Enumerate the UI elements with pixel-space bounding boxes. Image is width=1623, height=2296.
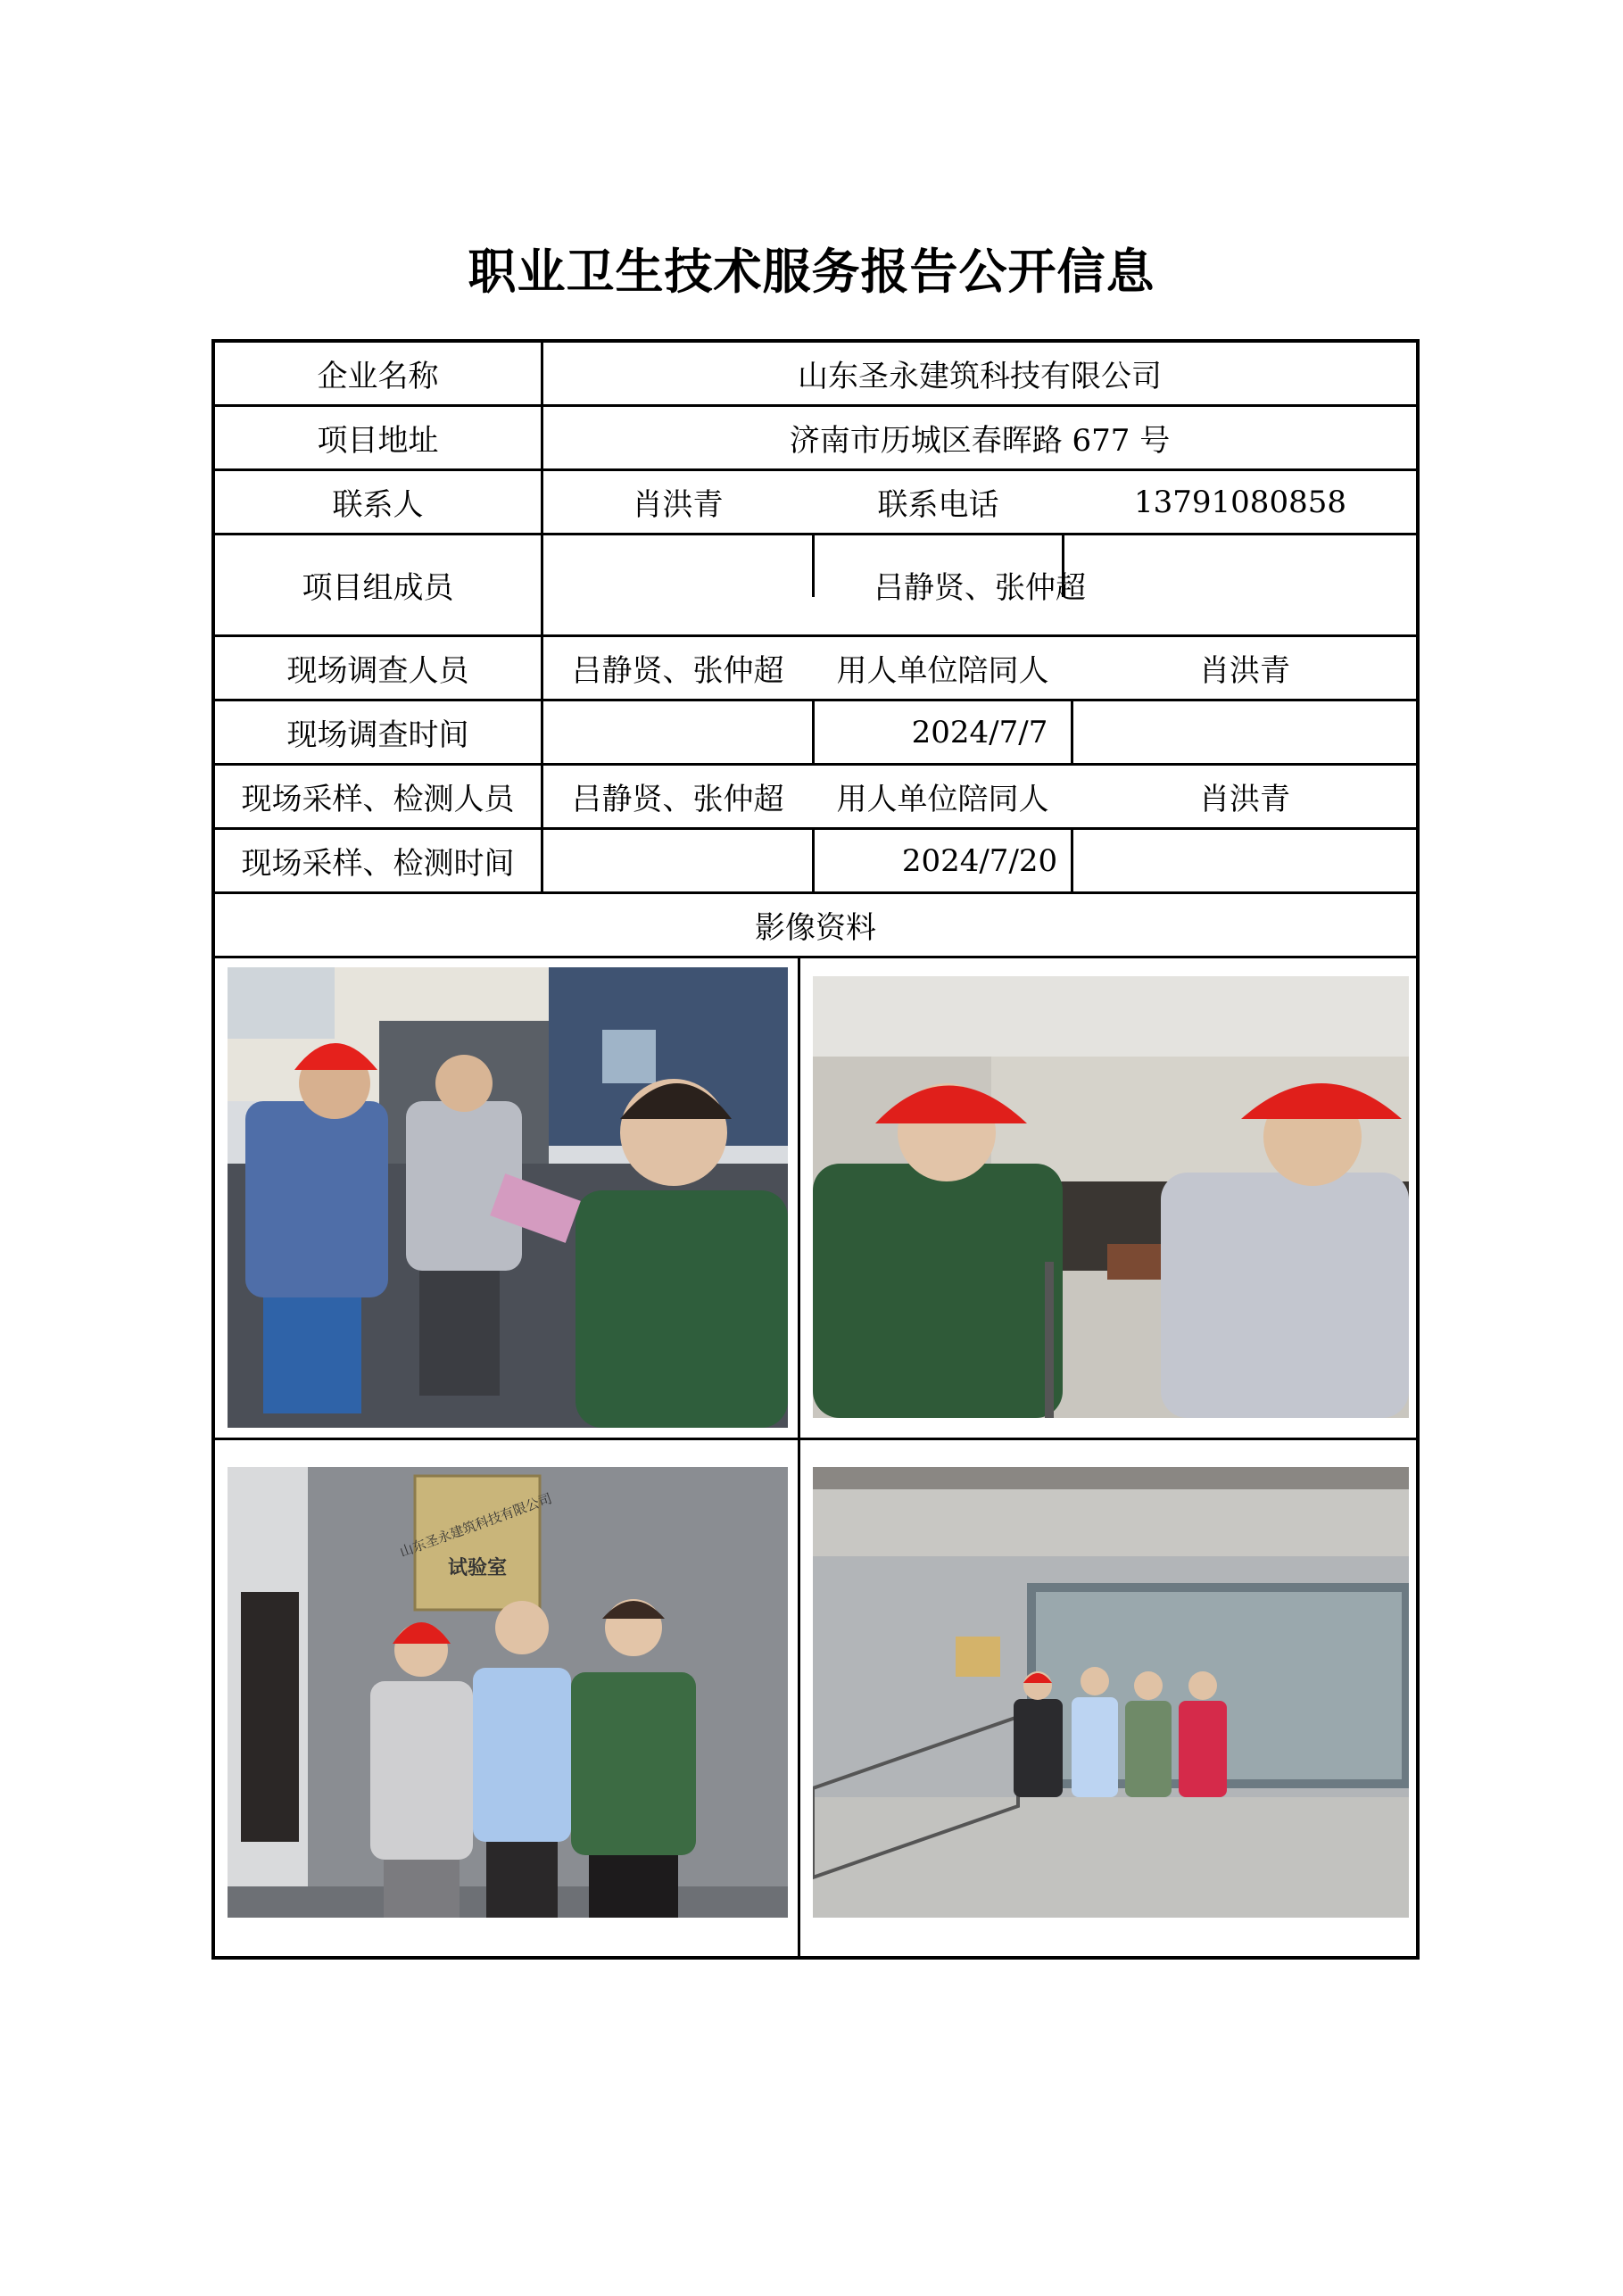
page-title: 职业卫生技术服务报告公开信息	[468, 244, 1155, 300]
sampling-staff-value: 吕静贤、张仲超	[571, 782, 784, 817]
photo3-sign-room: 试验室	[447, 1556, 508, 1579]
survey-time-value: 2024/7/7	[911, 714, 1048, 750]
company-name-value: 山东圣永建筑科技有限公司	[798, 359, 1162, 394]
survey-staff-value: 吕静贤、张仲超	[571, 653, 784, 689]
project-address-value: 济南市历城区春晖路 677 号	[789, 423, 1171, 459]
company-name-label: 企业名称	[317, 359, 439, 394]
site-photo-3	[228, 1467, 788, 1918]
project-members-value: 吕静贤、张仲超	[874, 570, 1086, 606]
survey-escort-label: 用人单位陪同人	[836, 653, 1049, 689]
contact-phone-label: 联系电话	[877, 487, 999, 523]
site-photo-4	[813, 1467, 1409, 1918]
image-materials-label: 影像资料	[755, 910, 876, 946]
survey-staff-label: 现场调查人员	[286, 653, 469, 689]
site-photo-1	[228, 967, 788, 1428]
photo3-sign-company: 山东圣永建筑科技有限公司	[397, 1490, 554, 1561]
contact-person-value: 肖洪青	[632, 487, 724, 523]
site-photo-2	[813, 976, 1409, 1418]
sampling-escort-value: 肖洪青	[1199, 782, 1290, 817]
info-table	[211, 339, 1420, 1960]
sampling-time-value: 2024/7/20	[901, 842, 1058, 879]
survey-escort-value: 肖洪青	[1199, 653, 1290, 689]
survey-time-label: 现场调查时间	[286, 717, 469, 753]
contact-person-label: 联系人	[332, 487, 424, 523]
sampling-staff-label: 现场采样、检测人员	[241, 782, 515, 817]
contact-phone-value: 13791080858	[1134, 484, 1346, 520]
project-address-label: 项目地址	[317, 423, 439, 459]
project-members-label: 项目组成员	[302, 570, 454, 606]
sampling-escort-label: 用人单位陪同人	[836, 782, 1049, 817]
sampling-time-label: 现场采样、检测时间	[241, 846, 515, 882]
